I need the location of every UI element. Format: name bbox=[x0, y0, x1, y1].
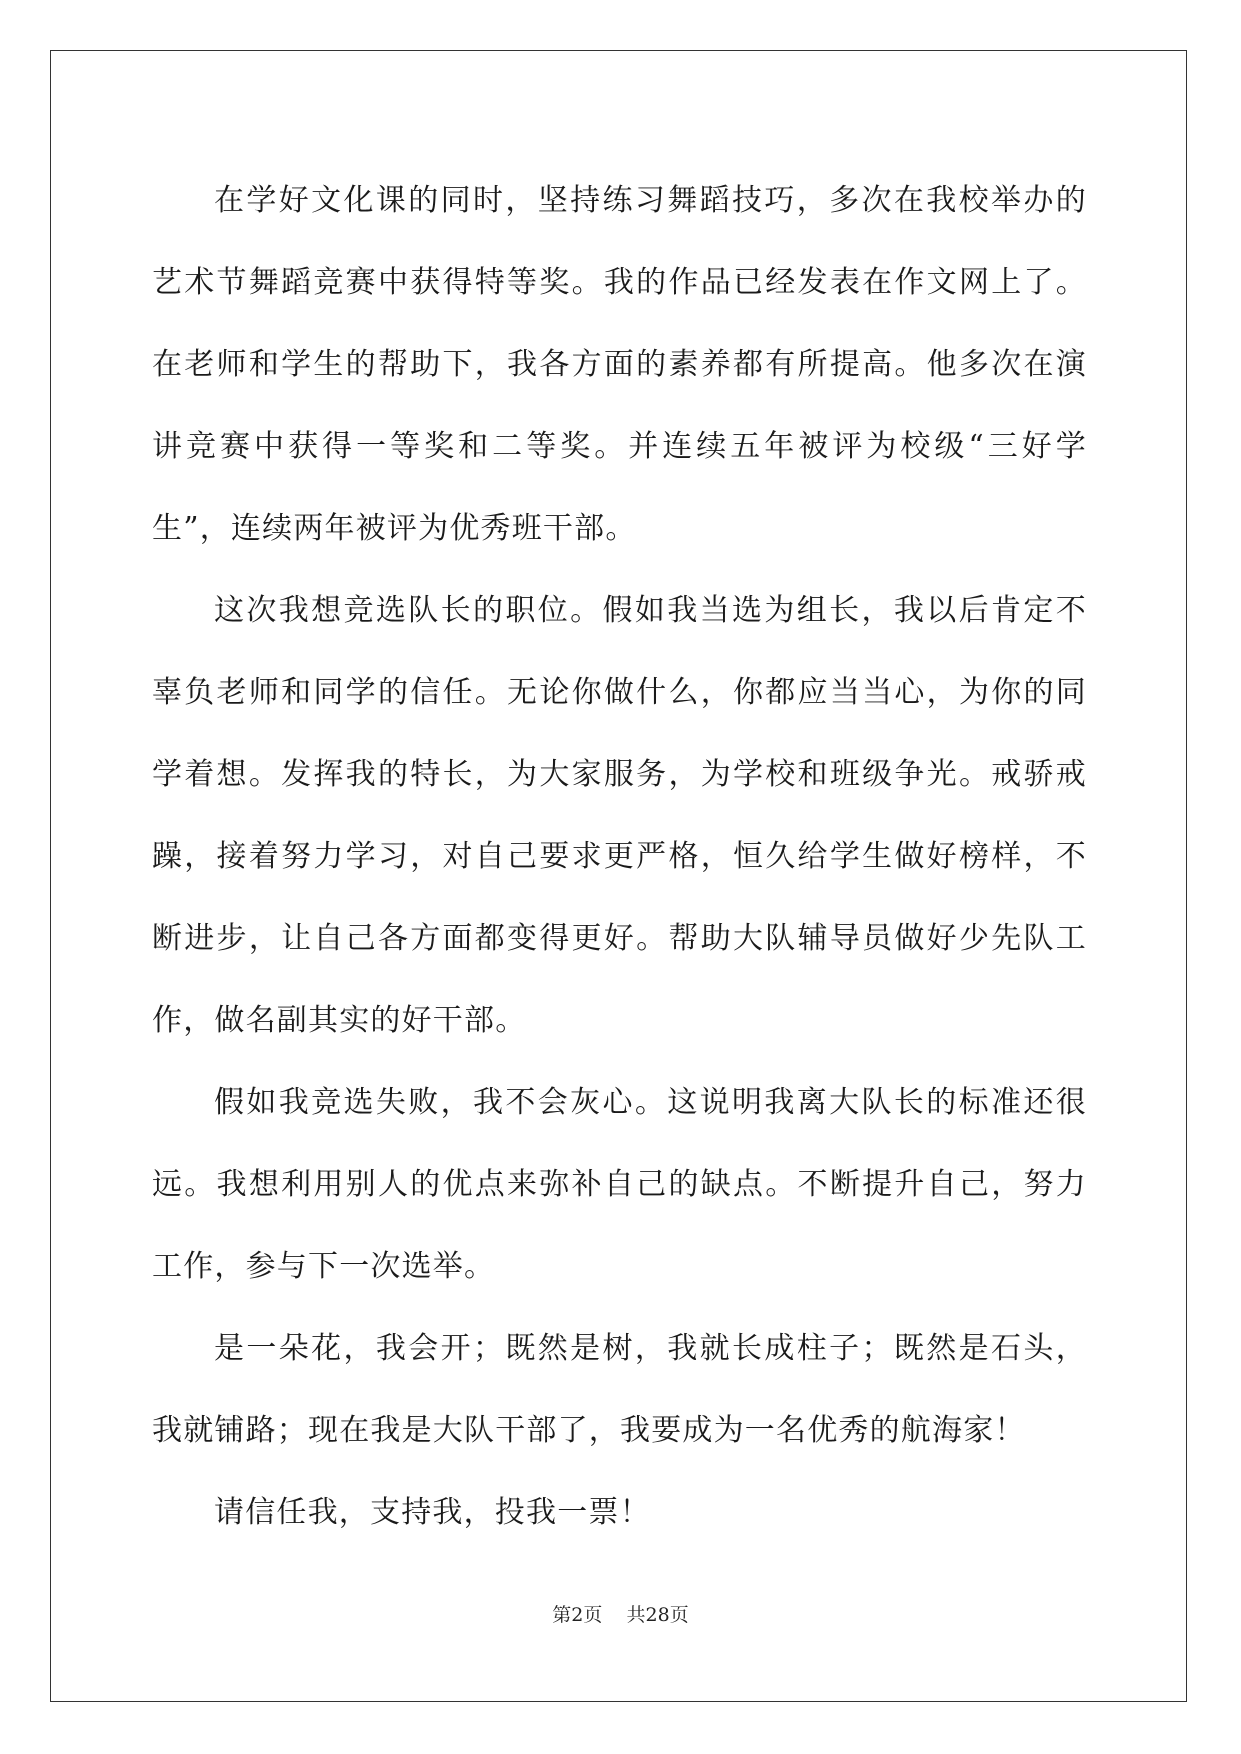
page-footer bbox=[0, 1600, 1241, 1627]
paragraph-4: 是一朵花，我会开；既然是树，我就长成柱子；既然是石头，我就铺路；现在我是大队干部了，我要成为一名优秀的航海家！ bbox=[152, 1331, 1087, 1448]
total-pages: 共28页 bbox=[626, 1604, 689, 1626]
paragraph-3: 假如我竞选失败，我不会灰心。这说明我离大队长的标准还很远。我想利用别人的优点来弥补自己的缺点。不断提升自己，努力工作，参与下一次选举。 bbox=[152, 1085, 1087, 1284]
document-body bbox=[152, 160, 1087, 1554]
paragraph-5: 请信任我，支持我，投我一票！ bbox=[214, 1495, 651, 1530]
page-number: 第2页 bbox=[552, 1604, 603, 1626]
paragraph-1: 在学好文化课的同时，坚持练习舞蹈技巧，多次在我校举办的艺术节舞蹈竞赛中获得特等奖。我的作品已经发表在作文网上了。在老师和学生的帮助下，我各方面的素养都有所提高。他多次在演讲竞赛中获得一等奖和二等奖。并连续五年被评为校级“三好学生”，连续两年被评为优秀班干部。 bbox=[152, 183, 1087, 546]
paragraph-2: 这次我想竞选队长的职位。假如我当选为组长，我以后肯定不辜负老师和同学的信任。无论你做什么，你都应当当心，为你的同学着想。发挥我的特长，为大家服务，为学校和班级争光。戒骄戒躁，接着努力学习，对自己要求更严格，恒久给学生做好榜样，不断进步，让自己各方面都变得更好。帮助大队辅导员做好少先队工作，做名副其实的好干部。 bbox=[152, 593, 1087, 1038]
